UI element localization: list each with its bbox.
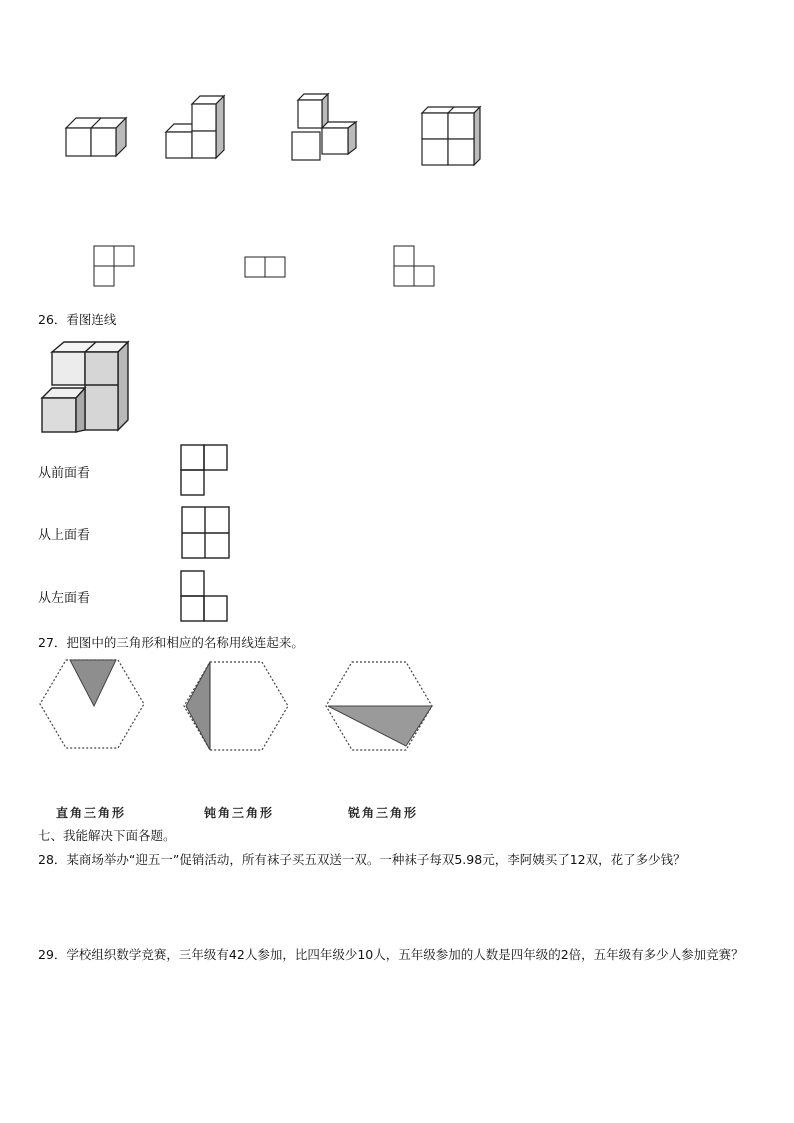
hexagon-figure-2	[184, 658, 292, 752]
q27-heading	[38, 634, 304, 652]
cube-figure-1	[60, 112, 130, 162]
section-7-title: 七、我能解决下面各题。	[38, 828, 176, 843]
flat-view-3	[393, 245, 437, 289]
q29	[38, 938, 758, 972]
q26-cube-figure	[40, 340, 134, 436]
q28-number: 28．	[38, 852, 67, 867]
q28-text: 某商场举办“迎五一”促销活动，所有袜子买五双送一双。一种袜子每双5.98元，李阿姨买了12双，花了多少钱？	[66, 852, 686, 867]
obtuse-triangle-shaded	[186, 662, 210, 750]
q27-number: 27．	[38, 635, 67, 650]
cube-figure-4	[418, 103, 488, 169]
q29-text: 学校组织数学竞赛，三年级有42人参加，比四年级少10人，五年级参加的人数是四年级的2倍，五年级有多少人参加竞赛？	[66, 947, 744, 962]
triangle-name-1: 直角三角形	[56, 806, 127, 820]
cube-figure-3	[288, 92, 368, 164]
hexagon-figure-1	[40, 656, 148, 750]
triangle-name-3: 锐角三角形	[348, 806, 419, 820]
view-shape-3	[180, 570, 230, 624]
view-shape-1	[180, 444, 230, 498]
q27-title: 把图中的三角形和相应的名称用线连起来。	[66, 635, 304, 650]
view-label-top: 从上面看	[38, 528, 91, 543]
hexagon-figure-3	[326, 658, 438, 752]
q28	[38, 851, 686, 869]
q26-title: 看图连线	[66, 312, 117, 327]
q26-heading	[38, 311, 116, 329]
view-shape-2	[180, 506, 232, 560]
view-label-front: 从前面看	[38, 466, 91, 481]
view-label-left: 从左面看	[38, 591, 91, 606]
flat-view-1	[93, 245, 137, 289]
cube-figure-2	[160, 96, 230, 162]
triangle-name-2: 钝角三角形	[204, 806, 275, 820]
q29-number: 29．	[38, 947, 67, 962]
flat-view-2	[244, 256, 288, 280]
q26-number: 26．	[38, 312, 67, 327]
